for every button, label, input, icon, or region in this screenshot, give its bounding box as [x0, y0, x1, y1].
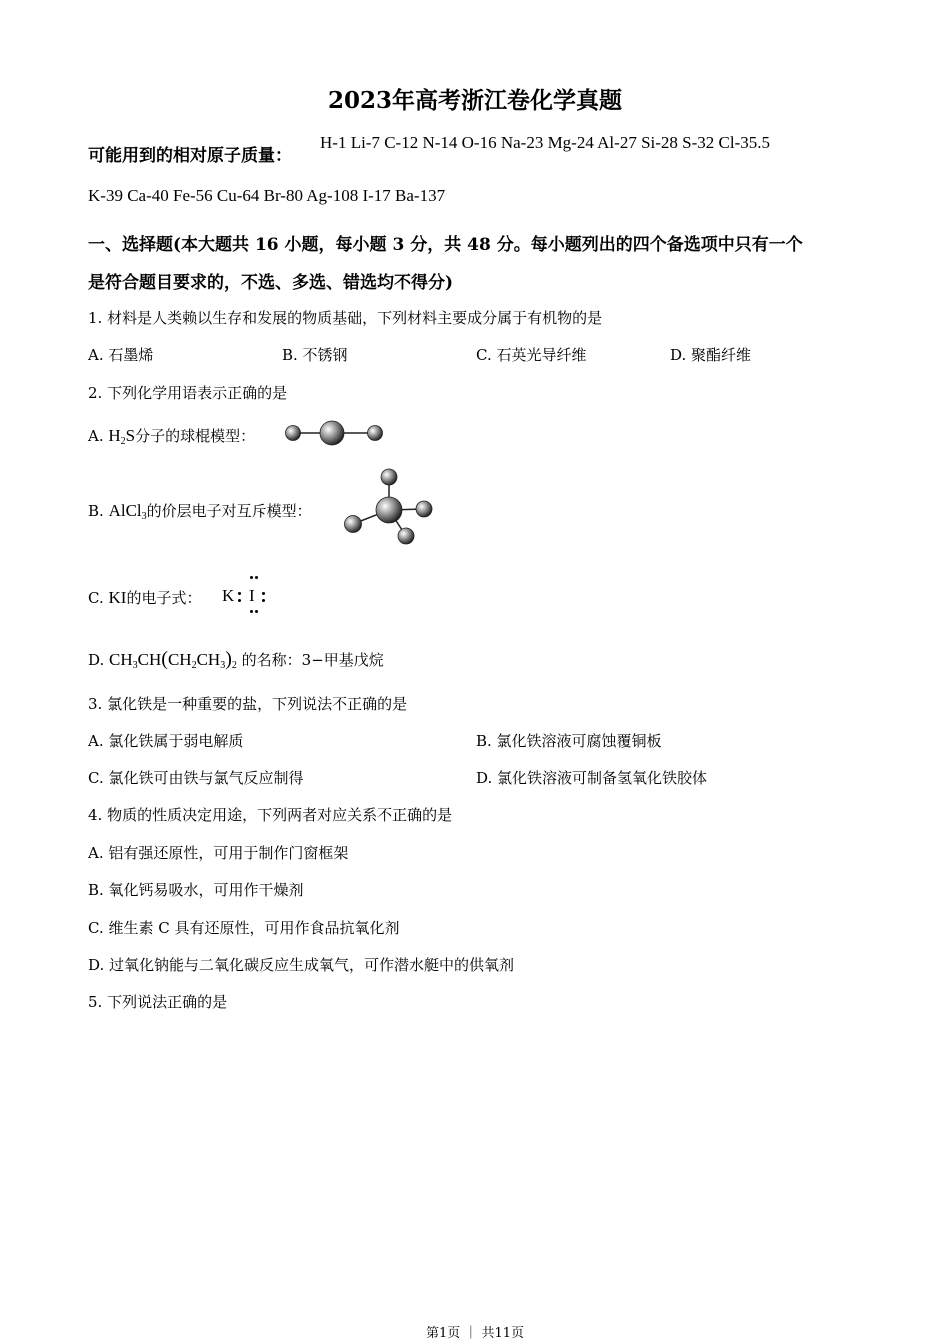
central-atom-ball: [376, 497, 402, 523]
q2-d-label: D.: [88, 651, 105, 669]
h2s-ball-stick-model: [282, 418, 388, 448]
q1-stem: 1. 材料是人类赖以生存和发展的物质基础，下列材料主要成分属于有机物的是: [88, 309, 603, 327]
q3-option-a[interactable]: A. 氯化铁属于弱电解质: [88, 732, 244, 750]
q1-option-a[interactable]: A. 石墨烯: [88, 346, 154, 364]
section-header-line1: 一、选择题(本大题共 16 小题，每小题 3 分，共 48 分。每小题列出的四个备选项中只有一个: [88, 235, 803, 255]
h-atom-ball-1: [286, 426, 301, 441]
q2-c-label: C.: [88, 589, 104, 607]
electron-dot: [250, 610, 253, 613]
q3-option-c[interactable]: C. 氯化铁可由铁与氯气反应制得: [88, 769, 304, 787]
atomic-mass-line1: H-1 Li-7 C-12 N-14 O-16 Na-23 Mg-24 Al-27 Si-28 S-32 Cl-35.5: [320, 133, 770, 152]
ligand-ball-bottom: [398, 528, 414, 544]
q3-stem: 3. 氯化铁是一种重要的盐，下列说法不正确的是: [88, 695, 408, 713]
ki-electron-formula: [222, 574, 272, 618]
q2-stem: 2. 下列化学用语表示正确的是: [88, 384, 288, 402]
electron-dot: [238, 599, 241, 602]
q2-a-formula: $H_2S$: [108, 426, 136, 447]
q4-option-a[interactable]: A. 铝有强还原性，可用于制作门窗框架: [88, 844, 349, 862]
page-title: 2023年高考浙江卷化学真题: [327, 87, 622, 114]
q5-stem: 5. 下列说法正确的是: [88, 993, 228, 1011]
q4-option-c[interactable]: C. 维生素 C 具有还原性，可用作食品抗氧化剂: [88, 919, 400, 937]
alcl3-vsepr-model: [338, 464, 438, 550]
electron-dot: [250, 576, 253, 579]
q3-option-b[interactable]: B. 氯化铁溶液可腐蚀覆铜板: [476, 732, 662, 750]
ligand-ball-top: [381, 469, 397, 485]
q4-option-d[interactable]: D. 过氧化钠能与二氧化碳反应生成氧气，可作潜水艇中的供氧剂: [88, 956, 515, 974]
ligand-ball-right: [416, 501, 432, 517]
page-footer: 第1页 ｜ 共11页: [425, 1326, 525, 1341]
s-atom-ball: [320, 421, 344, 445]
electron-dot: [262, 599, 265, 602]
q3-option-d[interactable]: D. 氯化铁溶液可制备氢氧化铁胶体: [476, 769, 708, 787]
q2-c-formula: KI: [108, 588, 127, 607]
atomic-mass-line2: K-39 Ca-40 Fe-56 Cu-64 Br-80 Ag-108 I-17 Ba-137: [88, 186, 446, 205]
q1-option-c[interactable]: C. 石英光导纤维: [476, 346, 587, 364]
q1-option-d[interactable]: D. 聚酯纤维: [670, 346, 752, 364]
q2-option-b[interactable]: [88, 500, 312, 522]
section-header-line2: 是符合题目要求的，不选、多选、错选均不得分): [88, 273, 454, 293]
q4-option-b[interactable]: B. 氧化钙易吸水，可用作干燥剂: [88, 881, 304, 899]
ligand-ball-left: [345, 516, 362, 533]
q2-b-label: B.: [88, 502, 104, 520]
k-symbol: K: [222, 586, 235, 605]
electron-dot: [255, 610, 258, 613]
q2-d-text: 的名称：3−甲基戊烷: [241, 651, 384, 669]
q2-b-text: 的价层电子对互斥模型：: [146, 502, 312, 520]
q2-option-a[interactable]: [88, 425, 255, 447]
q2-c-text: 的电子式：: [126, 589, 202, 607]
i-symbol: I: [249, 586, 255, 605]
q2-option-c[interactable]: [88, 587, 201, 608]
q4-stem: 4. 物质的性质决定用途，下列两者对应关系不正确的是: [88, 806, 453, 824]
q2-d-formula: $CH_3CH(CH_2CH_3)_2$: [109, 648, 237, 671]
q2-b-formula: AlCl$_3$: [108, 501, 147, 522]
electron-dot: [255, 576, 258, 579]
electron-dot: [262, 592, 265, 595]
electron-dot: [238, 592, 241, 595]
q2-a-label: A.: [88, 427, 104, 445]
q2-a-text: 分子的球棍模型：: [135, 427, 256, 445]
q1-option-b[interactable]: B. 不锈钢: [282, 346, 348, 364]
h-atom-ball-2: [368, 426, 383, 441]
q2-option-d[interactable]: [88, 648, 384, 671]
atomic-mass-label: 可能用到的相对原子质量：: [88, 146, 292, 166]
